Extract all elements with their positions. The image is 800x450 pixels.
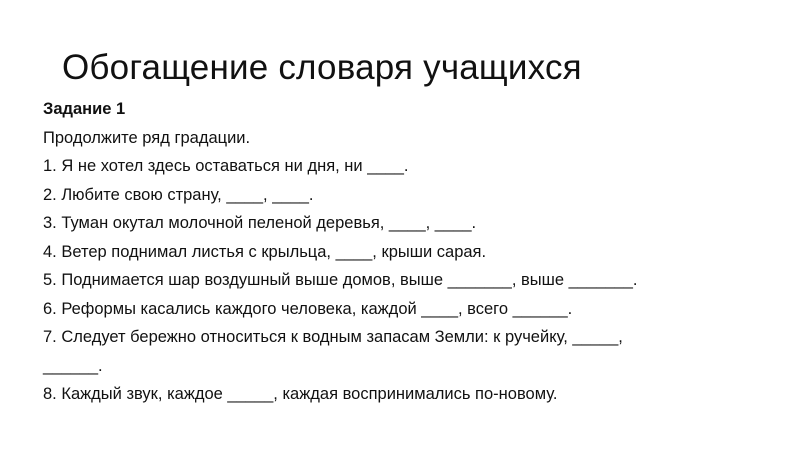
task-item-1: 1. Я не хотел здесь оставаться ни дня, ни ____. — [43, 157, 409, 175]
task-item-3: 3. Туман окутал молочной пеленой деревья, ____, ____. — [43, 214, 477, 232]
task-item-6: 6. Реформы касались каждого человека, каждой ____, всего ______. — [43, 299, 573, 318]
task-content — [43, 95, 793, 409]
task-item-2: 2. Любите свою страну, ____, ____. — [43, 185, 314, 204]
task-label: Задание 1 — [43, 100, 126, 118]
task-item-4: 4. Ветер поднимал листья с крыльца, ____, крыши сарая. — [43, 242, 487, 261]
task-item-7-continuation: ______. — [43, 356, 103, 375]
task-item-8: 8. Каждый звук, каждое _____, каждая воспринимались по-новому. — [43, 385, 558, 403]
task-instruction: Продолжите ряд градации. — [43, 128, 251, 147]
slide-title: Обогащение словаря учащихся — [62, 48, 582, 87]
task-item-5: 5. Поднимается шар воздушный выше домов, выше _______, выше _______. — [43, 271, 638, 289]
task-item-7: 7. Следует бережно относиться к водным запасам Земли: к ручейку, _____, — [43, 328, 623, 346]
